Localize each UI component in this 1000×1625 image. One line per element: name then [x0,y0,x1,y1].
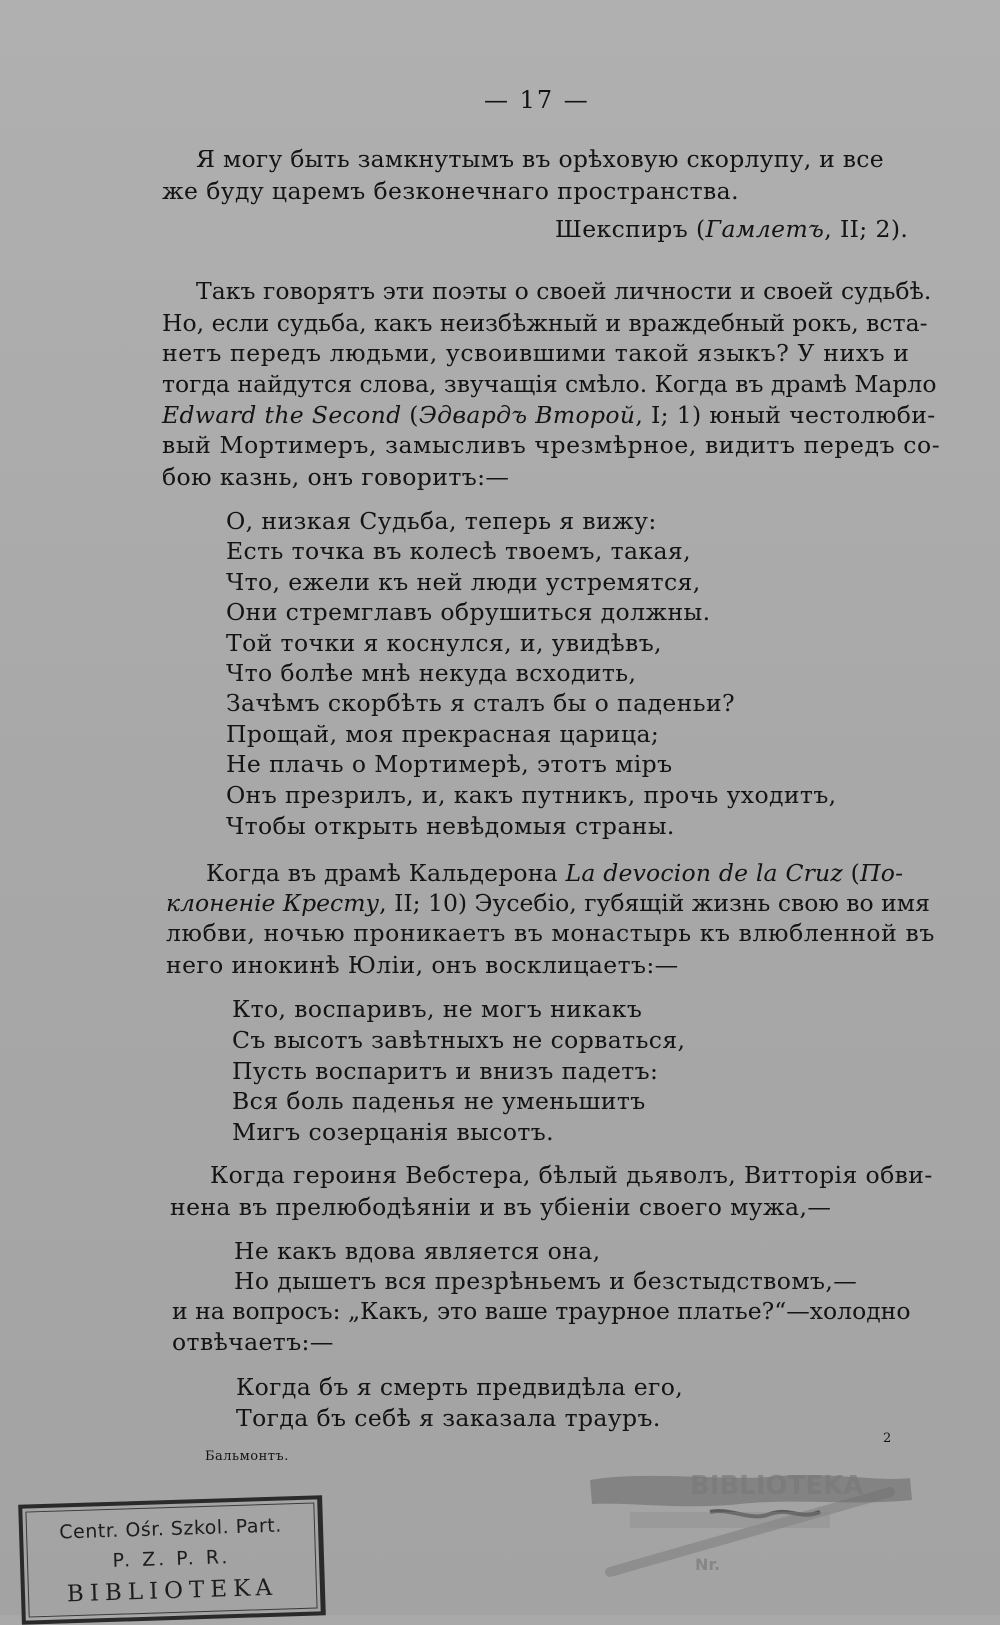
epigraph-attribution: Шекспиръ (Гамлетъ, II; 2). [555,215,909,243]
verse-line: Они стремглавъ обрушиться должны. [226,598,711,626]
paragraph-line: бою казнь, онъ говоритъ:— [162,463,510,491]
paragraph-line: Когда въ драмѣ Кальдерона La devocion de la Cruz (По- [206,859,904,887]
verse-line: Не плачь о Мортимерѣ, этотъ міръ [226,750,673,778]
paragraph-line: и на вопросъ: „Какъ, это ваше траурное платье?“—холодно [172,1297,911,1325]
verse-line: Кто, воспаривъ, не могъ никакъ [232,995,643,1023]
verse-line: Онъ презрилъ, и, какъ путникъ, прочь уходитъ, [226,781,837,809]
paragraph-line: него инокинѣ Юліи, онъ восклицаетъ:— [166,951,679,979]
epigraph-line: же буду царемъ безконечнаго пространства. [162,177,739,205]
page-number: — 17 — [484,86,590,114]
paragraph-line: Но, если судьба, какъ неизбѣжный и враждебный рокъ, вста- [162,309,928,337]
verse-line: Есть точка въ колесѣ твоемъ, такая, [226,537,692,565]
paragraph-line: Edward the Second (Эдвардъ Второй, I; 1) юный честолюби- [162,401,936,429]
smudged-stamp-number: Nr. [695,1555,721,1574]
smudged-stamp-title: BIBLIOTEKA [690,1471,864,1501]
stamp-line-organization: Centr. Ośr. Szkol. Part. [58,1514,283,1544]
verse-line: Когда бъ я смерть предвидѣла его, [236,1373,684,1401]
verse-line: Что болѣе мнѣ некуда всходить, [226,659,637,687]
verse-line: Чтобы открыть невѣдомыя страны. [226,812,675,840]
paragraph-line: тогда найдутся слова, звучащія смѣло. Когда въ драмѣ Марло [162,370,937,398]
verse-line: Мигъ созерцанія высотъ. [232,1118,554,1146]
verse-line: Вся боль паденья не уменьшитъ [232,1087,646,1115]
paragraph-line: нена въ прелюбодѣяніи и въ убіеніи своего мужа,— [170,1193,832,1221]
paragraph-line: клоненіе Кресту, II; 10) Эусебіо, губящій жизнь свою во имя [166,889,930,917]
stamp-line-party: P. Z. P. R. [112,1546,231,1572]
epigraph-line: Я могу быть замкнутымъ въ орѣховую скорлупу, и все [196,145,884,173]
verse-line: Но дышетъ вся презрѣньемъ и безстыдствомъ,— [234,1267,858,1295]
smudged-library-stamp [590,1452,920,1602]
verse-line: Прощай, моя прекрасная царица; [226,720,660,748]
paragraph-line: любви, ночью проникаетъ въ монастырь къ влюбленной въ [166,919,935,947]
paragraph-line: нетъ передъ людьми, усвоившими такой языкъ? У нихъ и [162,339,910,367]
verse-line: Тогда бъ себѣ я заказала трауръ. [236,1404,661,1432]
page-marker: 2 [883,1431,892,1446]
library-stamp [18,1495,326,1624]
stamp-line-biblioteka: BIBLIOTEKA [66,1574,279,1608]
verse-line: Той точки я коснулся, и, увидѣвъ, [226,629,662,657]
verse-line: Не какъ вдова является она, [234,1237,601,1265]
paragraph-line: Когда героиня Вебстера, бѣлый дьяволъ, Витторія обви- [210,1161,933,1189]
signature-mark: Бальмонтъ. [205,1449,289,1464]
paragraph-line: отвѣчаетъ:— [172,1328,334,1356]
verse-line: Пусть воспаритъ и внизъ падетъ: [232,1057,659,1085]
paragraph-line: Такъ говорятъ эти поэты о своей личности и своей судьбѣ. [196,277,932,305]
verse-line: О, низкая Судьба, теперь я вижу: [226,507,657,535]
verse-line: Съ высотъ завѣтныхъ не сорваться, [232,1026,686,1054]
verse-line: Что, ежели къ ней люди устремятся, [226,568,701,596]
verse-line: Зачѣмъ скорбѣть я сталъ бы о паденьи? [226,689,736,717]
paragraph-line: вый Мортимеръ, замысливъ чрезмѣрное, видитъ передъ со- [162,431,941,459]
